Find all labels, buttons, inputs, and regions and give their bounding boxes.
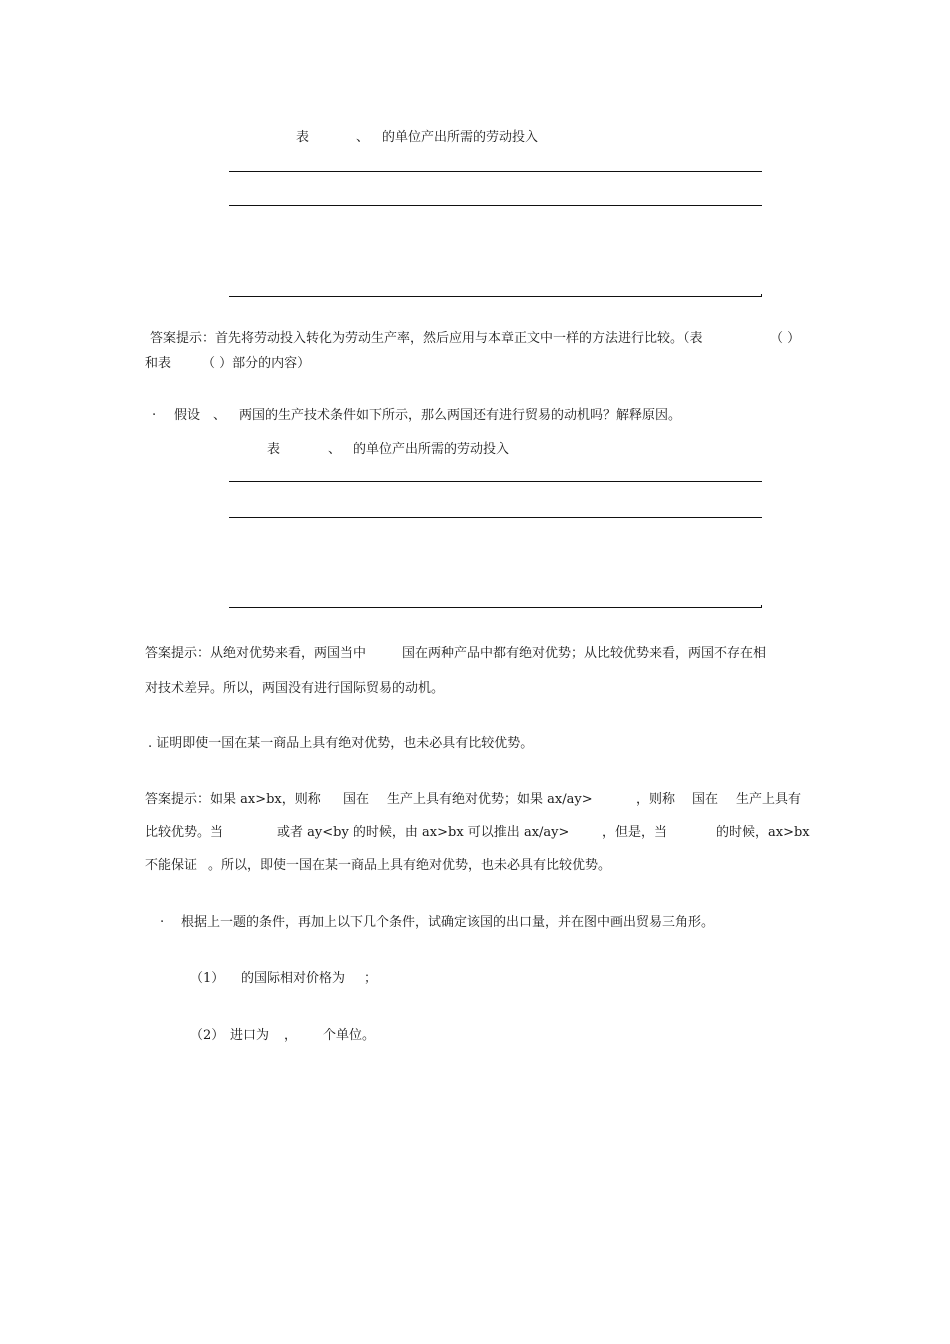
q4-number-dot: . bbox=[160, 911, 165, 926]
hint3-l1-e: 国在 bbox=[692, 792, 719, 807]
table1-top-rule bbox=[229, 171, 762, 172]
hint3-l1-f: 生产上具有 bbox=[736, 792, 802, 807]
hint2-line1-a: 答案提示：从绝对优势来看，两国当中 bbox=[145, 646, 367, 661]
q4-item2-b: ， bbox=[284, 1028, 298, 1043]
q4-item2-a: 进口为 bbox=[230, 1028, 270, 1043]
table1-caption-label: 表 bbox=[296, 130, 310, 145]
q2-text-b: 、 bbox=[213, 408, 227, 423]
q4-item1-number: （1） bbox=[190, 971, 225, 986]
hint3-l1-a: 答案提示：如果 ax>bx，则称 bbox=[145, 792, 321, 807]
q2-text-c: 两国的生产技术条件如下所示，那么两国还有进行贸易的动机吗？解释原因。 bbox=[239, 408, 682, 423]
table2-header-rule bbox=[229, 517, 762, 518]
hint3-l2-b: 或者 ay<by 的时候，由 ax>bx 可以推出 ax/ay> bbox=[277, 825, 570, 840]
hint3-l3-a: 不能保证 bbox=[145, 858, 198, 873]
hint3-l1-c: 生产上具有绝对优势；如果 ax/ay> bbox=[387, 792, 593, 807]
table2-top-rule bbox=[229, 481, 762, 482]
q2-number-dot: . bbox=[152, 404, 157, 419]
hint3-l1-b: 国在 bbox=[343, 792, 370, 807]
hint1-line1: 答案提示：首先将劳动投入转化为劳动生产率，然后应用与本章正文中一样的方法进行比较。（表 bbox=[150, 331, 703, 346]
q2-text-a: 假设 bbox=[174, 408, 201, 423]
table1-header-rule bbox=[229, 205, 762, 206]
table1-caption-title: 的单位产出所需的劳动投入 bbox=[382, 130, 539, 145]
table2-caption-title: 的单位产出所需的劳动投入 bbox=[353, 442, 510, 457]
table2-caption-label: 表 bbox=[267, 442, 281, 457]
table1-bottom-rule bbox=[229, 296, 762, 297]
q4-item1-end: ； bbox=[364, 971, 378, 986]
hint2-line2: 对技术差异。所以，两国没有进行国际贸易的动机。 bbox=[145, 681, 445, 696]
hint3-l1-d: ，则称 bbox=[636, 792, 676, 807]
q4-item2-c: 个单位。 bbox=[323, 1028, 376, 1043]
hint3-l3-b: 。所以，即使一国在某一商品上具有绝对优势，也未必具有比较优势。 bbox=[208, 858, 612, 873]
table2-corner-mark bbox=[761, 605, 762, 608]
q4-text: 根据上一题的条件，再加上以下几个条件，试确定该国的出口量，并在图中画出贸易三角形。 bbox=[181, 915, 715, 930]
table1-corner-mark bbox=[761, 294, 762, 297]
q4-item1-text: 的国际相对价格为 bbox=[241, 971, 346, 986]
hint2-line1-b: 国在两种产品中都有绝对优势；从比较优势来看，两国不存在相 bbox=[402, 646, 767, 661]
table2-caption-sep: 、 bbox=[328, 442, 342, 457]
hint1-line2-b: （ ）部分的内容） bbox=[202, 356, 311, 371]
table1-caption-sep: 、 bbox=[356, 130, 370, 145]
hint3-l2-d: 的时候，ax>bx bbox=[716, 825, 810, 840]
question-3: . 证明即使一国在某一商品上具有绝对优势，也未必具有比较优势。 bbox=[148, 736, 534, 751]
hint1-line1-paren: （ ） bbox=[770, 331, 801, 346]
hint3-l2-c: ，但是，当 bbox=[602, 825, 668, 840]
table2-bottom-rule bbox=[229, 607, 762, 608]
hint1-line2-a: 和表 bbox=[145, 356, 172, 371]
hint3-l2-a: 比较优势。当 bbox=[145, 825, 224, 840]
q4-item2-number: （2） bbox=[190, 1028, 225, 1043]
